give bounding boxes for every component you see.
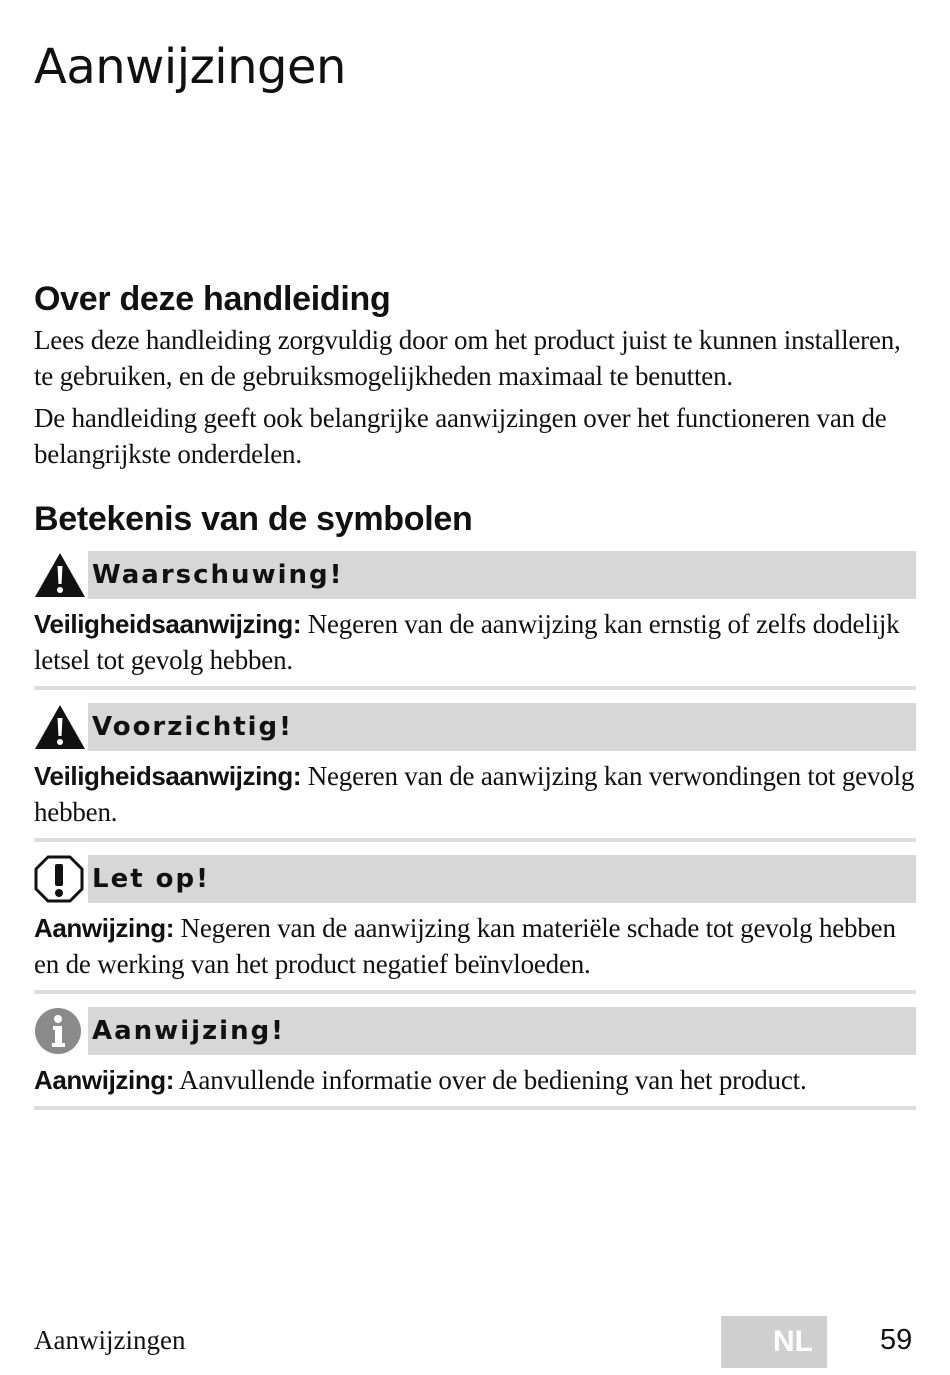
language-badge: NL [721, 1316, 827, 1368]
symbol-info [34, 1006, 916, 1110]
symbol-header [34, 702, 916, 752]
symbol-label: Veiligheidsaanwijzing: [34, 609, 302, 639]
symbol-title-bar [88, 551, 916, 599]
section-heading-symbols: Betekenis van de symbolen [34, 500, 473, 538]
symbol-label: Aanwijzing: [34, 1065, 175, 1095]
symbol-title: Let op! [92, 864, 211, 894]
symbol-text: Aanvullende informatie over de bediening van het product. [174, 1065, 807, 1095]
symbol-text: Negeren van de aanwijzing kan ernstig of zelfs dodelijk letsel tot gevolg hebben. [34, 609, 900, 675]
symbol-description [34, 758, 916, 842]
symbol-header [34, 550, 916, 600]
caution-triangle-icon [34, 702, 86, 752]
symbol-caution [34, 702, 916, 842]
attention-exclamation-icon [34, 854, 86, 904]
symbol-attention [34, 854, 916, 994]
info-icon [34, 1006, 86, 1056]
symbol-title-bar [88, 855, 916, 903]
footer-section-name: Aanwijzingen [34, 1325, 186, 1355]
symbol-description [34, 910, 916, 994]
warning-triangle-icon [34, 550, 86, 600]
symbol-label: Veiligheidsaanwijzing: [34, 761, 302, 791]
section-heading-manual: Over deze handleiding [34, 280, 391, 318]
symbol-title: Voorzichtig! [92, 712, 294, 742]
symbol-warning [34, 550, 916, 690]
symbol-description [34, 1062, 916, 1110]
manual-paragraph: De handleiding geeft ook belangrijke aanwijzingen over het functioneren van de belangrijkste onderdelen. [34, 403, 887, 469]
page-title: Aanwijzingen [34, 39, 346, 95]
intro-paragraph: Lees deze handleiding zorgvuldig door om het product juist te kunnen installeren, te gebruiken, en de gebruiksmogelijkheden maximaal te benutten. [34, 325, 901, 391]
page-number: 59 [880, 1324, 913, 1356]
symbol-header [34, 1006, 916, 1056]
symbol-title: Waarschuwing! [92, 560, 344, 590]
symbol-text: Negeren van de aanwijzing kan materiële schade tot gevolg hebben en de werking van het product negatief beïnvloeden. [34, 913, 896, 979]
symbol-label: Aanwijzing: [34, 913, 175, 943]
symbol-title-bar [88, 703, 916, 751]
symbol-title-bar [88, 1007, 916, 1055]
symbol-header [34, 854, 916, 904]
symbol-text: Negeren van de aanwijzing kan verwondingen tot gevolg hebben. [34, 761, 915, 827]
symbol-description [34, 606, 916, 690]
symbol-title: Aanwijzing! [92, 1016, 286, 1046]
content-area [34, 276, 916, 1110]
